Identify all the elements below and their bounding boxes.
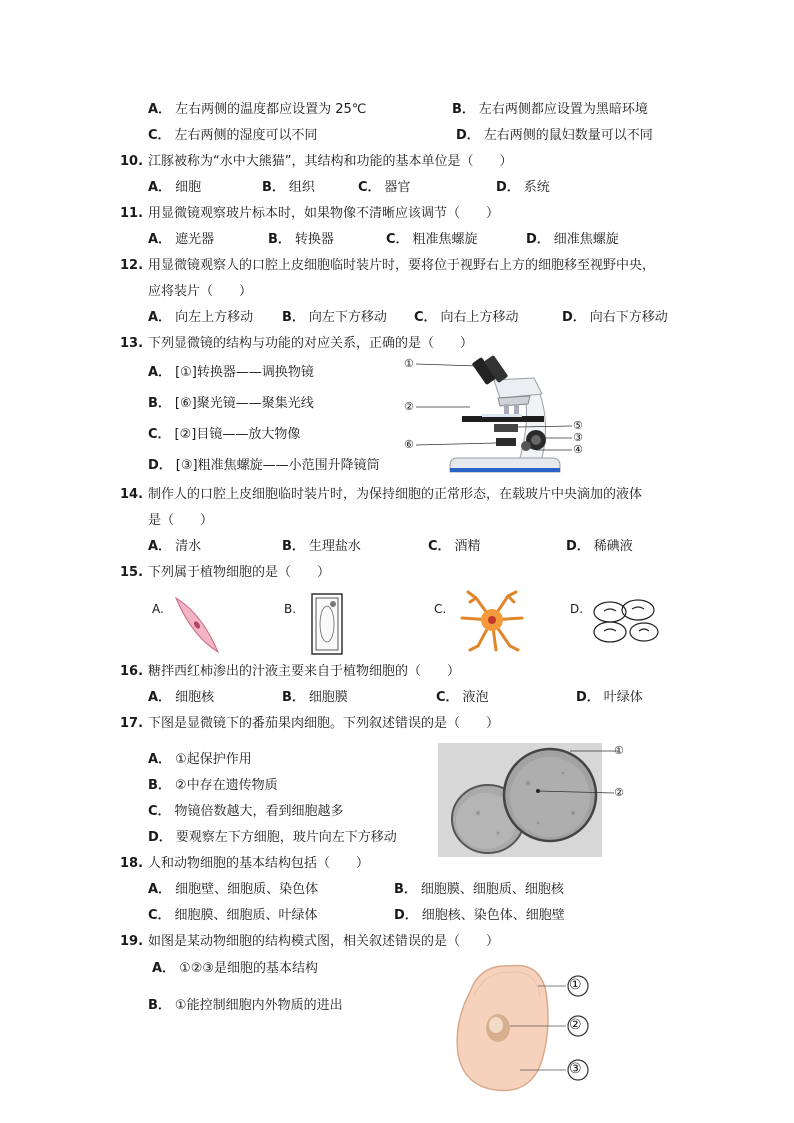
- q16-option-c: C． 液泡: [436, 690, 489, 705]
- q18-stem: 人和动物细胞的基本结构包括（ ）: [148, 856, 370, 871]
- q11-option-b: B． 转换器: [268, 232, 334, 247]
- q19-option-a: A． ①②③是细胞的基本结构: [152, 961, 319, 976]
- microscope-label-1: ①: [404, 357, 414, 370]
- microscope-label-4: ④: [573, 443, 583, 456]
- q12-stem: 用显微镜观察人的口腔上皮细胞临时装片时，要将位于视野右上方的细胞移至视野中央，: [148, 258, 656, 273]
- q10-option-c: C． 器官: [358, 180, 411, 195]
- q12-option-c: C． 向右上方移动: [414, 310, 519, 325]
- q18-option-d: D． 细胞核、染色体、细胞壁: [394, 908, 565, 923]
- q17-option-a: A． ①起保护作用: [148, 752, 252, 767]
- q9-option-d: D． 左右两侧的鼠妇数量可以不同: [456, 128, 653, 143]
- microscope-figure: [402, 354, 594, 476]
- q13-option-a: A． [①]转换器——调换物镜: [148, 365, 314, 380]
- q11-option-c: C． 粗准焦螺旋: [386, 232, 478, 247]
- q14-number: 14.: [120, 487, 144, 502]
- q10-option-b: B． 组织: [262, 180, 315, 195]
- red-blood-cell-icon: [590, 598, 660, 644]
- q12-option-b: B． 向左下方移动: [282, 310, 387, 325]
- q10-option-a: A． 细胞: [148, 180, 202, 195]
- q15-stem: 下列属于植物细胞的是（ ）: [148, 565, 331, 580]
- q14-option-a: A． 清水: [148, 539, 202, 554]
- q9-option-b: B． 左右两侧都应设置为黑暗环境: [452, 102, 648, 117]
- animal-cell-label-1: ①: [569, 977, 582, 993]
- q17-stem: 下图是显微镜下的番茄果肉细胞。下列叙述错误的是（ ）: [148, 716, 500, 731]
- q13-option-b: B． [⑥]聚光镜——聚集光线: [148, 396, 314, 411]
- plant-cell-icon: [306, 592, 348, 656]
- q13-option-c: C． [②]目镜——放大物像: [148, 427, 301, 442]
- tomato-label-1: ①: [614, 744, 624, 757]
- q14-stem: 制作人的口腔上皮细胞临时装片时，为保持细胞的正常形态，在载玻片中央滴加的液体: [148, 487, 643, 502]
- q16-number: 16.: [120, 664, 144, 679]
- q11-number: 11.: [120, 206, 144, 221]
- q11-option-d: D． 细准焦螺旋: [526, 232, 619, 247]
- microscope-label-5: ⑤: [573, 419, 583, 432]
- q19-number: 19.: [120, 934, 144, 949]
- q15-choice-c-letter: C.: [434, 602, 447, 616]
- q16-option-b: B． 细胞膜: [282, 690, 348, 705]
- microscope-label-3: ③: [573, 431, 583, 444]
- q19-option-b: B． ①能控制细胞内外物质的进出: [148, 998, 343, 1013]
- q19-stem: 如图是某动物细胞的结构模式图，相关叙述错误的是（ ）: [148, 934, 500, 949]
- neuron-cell-icon: [456, 588, 528, 652]
- q16-option-d: D． 叶绿体: [576, 690, 643, 705]
- q10-number: 10.: [120, 154, 144, 169]
- q18-option-c: C． 细胞膜、细胞质、叶绿体: [148, 908, 318, 923]
- q10-stem: 江豚被称为“水中大熊猫”，其结构和功能的基本单位是（ ）: [148, 154, 513, 169]
- q12-option-d: D． 向右下方移动: [562, 310, 668, 325]
- q13-stem: 下列显微镜的结构与功能的对应关系，正确的是（ ）: [148, 336, 474, 351]
- q12-option-a: A． 向左上方移动: [148, 310, 254, 325]
- q12-stem-cont: 应将装片（ ）: [148, 284, 253, 299]
- q15-number: 15.: [120, 565, 144, 580]
- q14-option-b: B． 生理盐水: [282, 539, 361, 554]
- animal-cell-label-2: ②: [569, 1017, 582, 1033]
- q15-choice-a-letter: A.: [152, 602, 164, 616]
- q11-stem: 用显微镜观察玻片标本时，如果物像不清晰应该调节（ ）: [148, 206, 500, 221]
- q15-choice-d-letter: D.: [570, 602, 584, 616]
- microscope-label-2: ②: [404, 400, 414, 413]
- q9-option-a: A． 左右两侧的温度都应设置为 25℃: [148, 102, 367, 117]
- q14-option-c: C． 酒精: [428, 539, 481, 554]
- q13-number: 13.: [120, 336, 144, 351]
- q13-option-d: D． [③]粗准焦螺旋——小范围升降镜筒: [148, 458, 380, 473]
- q12-number: 12.: [120, 258, 144, 273]
- q18-number: 18.: [120, 856, 144, 871]
- q9-option-c: C． 左右两侧的湿度可以不同: [148, 128, 318, 143]
- tomato-label-2: ②: [614, 786, 624, 799]
- q18-option-a: A． 细胞壁、细胞质、染色体: [148, 882, 319, 897]
- tomato-cell-micrograph: [438, 743, 638, 857]
- q17-option-b: B． ②中存在遗传物质: [148, 778, 278, 793]
- q14-option-d: D． 稀碘液: [566, 539, 633, 554]
- q16-stem: 糖拌西红柿渗出的汁液主要来自于植物细胞的（ ）: [148, 664, 461, 679]
- q15-choice-b-letter: B.: [284, 602, 297, 616]
- q17-number: 17.: [120, 716, 144, 731]
- q16-option-a: A． 细胞核: [148, 690, 215, 705]
- q14-stem-cont: 是（ ）: [148, 513, 214, 528]
- q17-option-d: D． 要观察左下方细胞，玻片向左下方移动: [148, 830, 397, 845]
- microscope-label-6: ⑥: [404, 438, 414, 451]
- q18-option-b: B． 细胞膜、细胞质、细胞核: [394, 882, 564, 897]
- animal-cell-label-3: ③: [569, 1061, 582, 1077]
- q11-option-a: A． 遮光器: [148, 232, 215, 247]
- q10-option-d: D． 系统: [496, 180, 550, 195]
- q17-option-c: C． 物镜倍数越大，看到细胞越多: [148, 804, 344, 819]
- spindle-cell-icon: [172, 596, 222, 656]
